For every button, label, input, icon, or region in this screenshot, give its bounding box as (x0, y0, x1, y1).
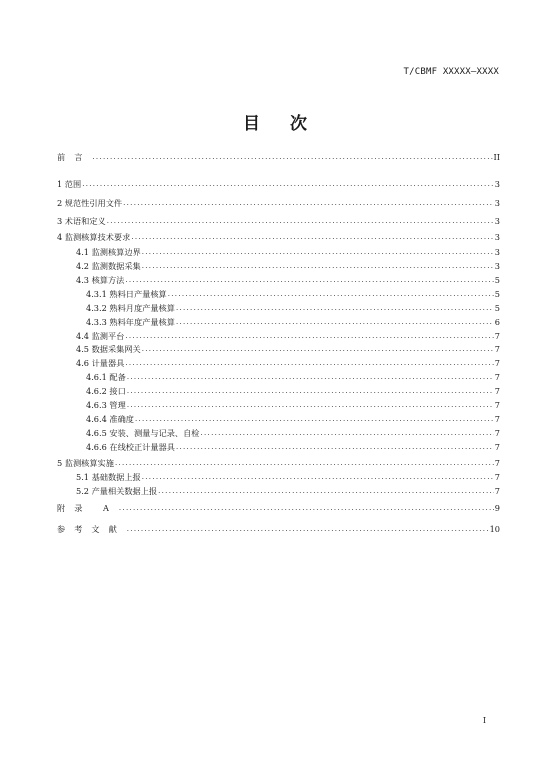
toc-entry-label: 4.3.2 熟料月度产量核算 (86, 303, 175, 313)
toc-entry[interactable] (57, 231, 500, 244)
toc-entry-page: 3 (494, 179, 500, 189)
toc-entry-page: 3 (494, 232, 500, 242)
toc-leader-dots (142, 260, 494, 273)
toc-entry-page: 7 (494, 358, 500, 368)
toc-leader-dots (158, 485, 494, 498)
toc-entry-label: 4.3.3 熟料年度产量核算 (86, 317, 175, 327)
toc-entry-label: 4.4 监测平台 (76, 331, 125, 341)
toc-entry[interactable] (57, 274, 500, 287)
toc-entry-label: 3 术语和定义 (57, 216, 106, 226)
toc-leader-dots (127, 523, 489, 536)
toc-entry-page: 3 (494, 216, 500, 226)
toc-leader-dots (135, 413, 494, 426)
toc-entry-label: 2 规范性引用文件 (57, 198, 123, 208)
toc-entry-label: 4.6.6 在线校正计量器具 (86, 442, 175, 452)
toc-entry[interactable] (57, 178, 500, 191)
toc-entry-page: 7 (494, 344, 500, 354)
toc-entry-label: 4.6.1 配备 (86, 372, 126, 382)
toc-leader-dots (176, 302, 494, 315)
toc-entry-label: 4 监测核算技术要求 (57, 232, 131, 242)
toc-leader-dots (125, 330, 493, 343)
toc-leader-dots (131, 231, 493, 244)
toc-leader-dots (168, 288, 494, 301)
toc-leader-dots (176, 441, 494, 454)
toc-entry[interactable] (57, 316, 500, 329)
toc-entry-label: 4.6.2 接口 (86, 386, 126, 396)
toc-entry-page: 7 (494, 458, 500, 468)
toc-leader-dots (123, 197, 494, 210)
toc-leader-dots (119, 502, 494, 515)
toc-entry-page: 7 (494, 486, 500, 496)
toc-entry[interactable] (57, 371, 500, 384)
toc-leader-dots (127, 371, 494, 384)
toc-leader-dots (125, 274, 493, 287)
toc-entry[interactable] (57, 413, 500, 426)
toc-entry-page: 3 (494, 261, 500, 271)
toc-entry-label: 4.2 监测数据采集 (76, 261, 141, 271)
page-title: 目次 (243, 114, 337, 134)
toc-entry-label: 4.6.3 管理 (86, 400, 126, 410)
toc-entry-label: 4.6.5 安装、测量与记录、自检 (86, 428, 200, 438)
toc-leader-dots (82, 178, 494, 191)
toc-entry-label: 4.6.4 准确度 (86, 414, 134, 424)
toc-entry-label: 4.6 计量器具 (76, 358, 125, 368)
toc-entry-page: 3 (494, 247, 500, 257)
toc-entry[interactable] (57, 330, 500, 343)
toc-leader-dots (176, 316, 494, 329)
toc-entry[interactable] (57, 427, 500, 440)
toc-entry[interactable] (57, 260, 500, 273)
toc-leader-dots (127, 399, 494, 412)
toc-leader-dots (142, 343, 494, 356)
toc-leader-dots (125, 357, 493, 370)
toc-entry-label: 前言 (57, 152, 92, 162)
toc-entry-label: 4.1 监测核算边界 (76, 247, 141, 257)
toc-entry[interactable] (57, 385, 500, 398)
toc-entry[interactable] (57, 441, 500, 454)
toc-entry-label: 5.2 产量相关数据上报 (76, 486, 158, 496)
toc-entry-page: 7 (494, 400, 500, 410)
toc-entry-label: 5.1 基础数据上报 (76, 472, 141, 482)
toc-entry-label: 4.5 数据采集网关 (76, 344, 141, 354)
toc-leader-dots (92, 151, 492, 164)
toc-entry[interactable] (57, 485, 500, 498)
toc-entry-page: 7 (494, 414, 500, 424)
toc-entry-page: II (493, 152, 500, 162)
toc-entry-label: 附录 A (57, 503, 118, 513)
toc-entry-label: 4.3.1 熟料日产量核算 (86, 289, 167, 299)
toc-entry[interactable] (57, 288, 500, 301)
toc-entry-page: 9 (494, 503, 500, 513)
toc-entry-label: 1 范围 (57, 179, 82, 189)
toc-entry-page: 7 (494, 442, 500, 452)
toc-leader-dots (142, 246, 494, 259)
toc-leader-dots (127, 385, 494, 398)
toc-entry[interactable] (57, 523, 500, 536)
toc-entry-page: 7 (494, 331, 500, 341)
toc-entry-page: 7 (494, 472, 500, 482)
toc-entry[interactable] (57, 343, 500, 356)
toc-entry-page: 7 (494, 428, 500, 438)
toc-entry[interactable] (57, 357, 500, 370)
toc-entry-label: 参考文献 (57, 524, 126, 534)
toc-entry-page: 10 (489, 524, 500, 534)
toc-leader-dots (142, 471, 494, 484)
toc-entry-page: 3 (494, 198, 500, 208)
toc-entry[interactable] (57, 502, 500, 515)
toc-entry[interactable] (57, 471, 500, 484)
toc-entry[interactable] (57, 197, 500, 210)
standard-code: T/CBMF XXXXX—XXXX (403, 67, 499, 77)
toc-entry-page: 7 (494, 386, 500, 396)
toc-leader-dots (107, 215, 494, 228)
toc-entry-page: 5 (494, 275, 500, 285)
toc-entry-page: 5 (494, 303, 500, 313)
toc-entry-label: 5 监测核算实施 (57, 458, 114, 468)
toc-entry[interactable] (57, 457, 500, 470)
toc-entry-page: 7 (494, 372, 500, 382)
toc-entry-page: 6 (494, 317, 500, 327)
toc-entry[interactable] (57, 246, 500, 259)
toc-entry-page: 5 (494, 289, 500, 299)
toc-leader-dots (201, 427, 494, 440)
toc-entry[interactable] (57, 302, 500, 315)
toc-entry[interactable] (57, 399, 500, 412)
page-number: I (482, 716, 486, 725)
toc-entry[interactable] (57, 215, 500, 228)
toc-entry-label: 4.3 核算方法 (76, 275, 125, 285)
toc-leader-dots (115, 457, 494, 470)
toc-entry[interactable] (57, 151, 500, 164)
